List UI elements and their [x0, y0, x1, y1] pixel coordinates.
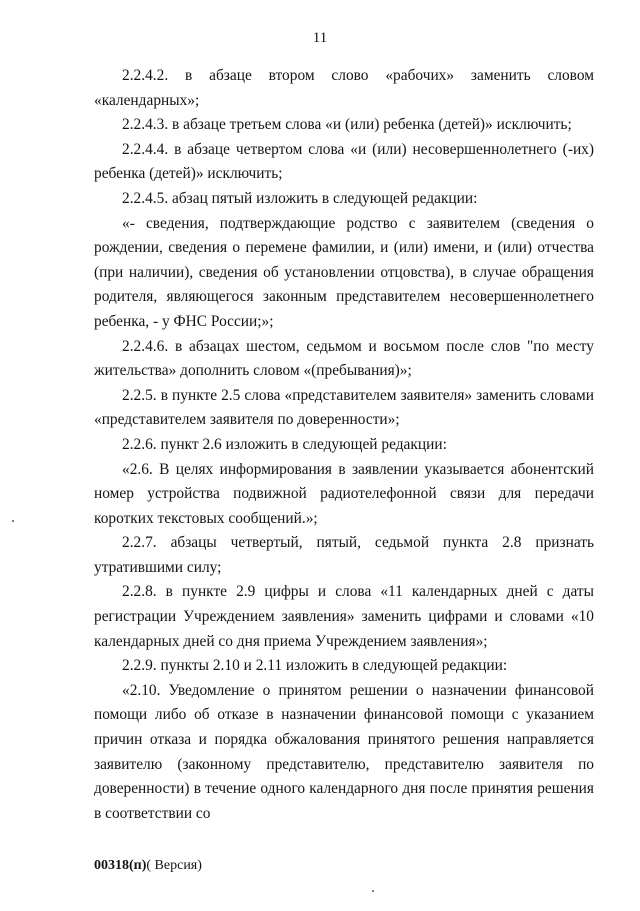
paragraph-2-2-8: 2.2.8. в пункте 2.9 цифры и слова «11 календарных дней с даты регистрации Учреждением заявления» заменить цифрами и словами «10 календарных дней со дня приема Учреждением заявления»; [94, 583, 594, 650]
paragraph-2-2-7: 2.2.7. абзацы четвертый, пятый, седьмой пункта 2.8 признать утратившими силу; [94, 534, 594, 576]
scan-speck [372, 890, 374, 892]
paragraph-2-2-4-3: 2.2.4.3. в абзаце третьем слова «и (или) ребенка (детей)» исключить; [122, 116, 572, 134]
document-version: ( Версия) [146, 858, 202, 873]
document-footer [94, 858, 202, 874]
paragraph-quote-2-6: «2.6. В целях информирования в заявлении указывается абонентский номер устройства подвижной радиотелефонной связи для передачи коротких текстовых сообщений.»; [94, 460, 594, 527]
paragraph-quote-2-10: «2.10. Уведомление о принятом решении о назначении финансовой помощи либо об отказе в назначении финансовой помощи с указанием причин отказа и порядка обжалования принятого решения направляется заявителю (законному представителю, представителю заявителя по доверенности) в течение одного календарного дня после принятия решения в соответствии со [94, 681, 594, 822]
paragraph-2-2-4-6: 2.2.4.6. в абзацах шестом, седьмом и восьмом после слов "по месту жительства» дополнить словом «(пребывания)»; [94, 337, 594, 380]
scan-speck [12, 520, 14, 522]
document-body [94, 64, 594, 826]
paragraph-2-2-5: 2.2.5. в пункте 2.5 слова «представителем заявителя» заменить словами «представителем заявителя по доверенности»; [94, 386, 594, 429]
paragraph-2-2-4-2: 2.2.4.2. в абзаце втором слово «рабочих» заменить словом «календарных»; [94, 67, 594, 109]
paragraph-2-2-4-5: 2.2.4.5. абзац пятый изложить в следующей редакции: [122, 189, 478, 207]
paragraph-quote-relationship-info: «- сведения, подтверждающие родство с заявителем (сведения о рождении, сведения о перемене фамилии, и (или) имени, и (или) отчества (при наличии), сведения об установлении отцовства), в случае обращения родителя, являющегося законным представителем несовершеннолетнего ребенка, - у ФНС России;»; [94, 214, 594, 330]
paragraph-2-2-4-4: 2.2.4.4. в абзаце четвертом слова «и (или) несовершеннолетнего (-их) ребенка (детей)» исключить; [94, 140, 594, 183]
document-code: 00318(п) [94, 858, 147, 873]
paragraph-2-2-9: 2.2.9. пункты 2.10 и 2.11 изложить в следующей редакции: [122, 657, 508, 675]
paragraph-2-2-6: 2.2.6. пункт 2.6 изложить в следующей редакции: [122, 435, 447, 453]
page-number: 11 [312, 30, 328, 46]
